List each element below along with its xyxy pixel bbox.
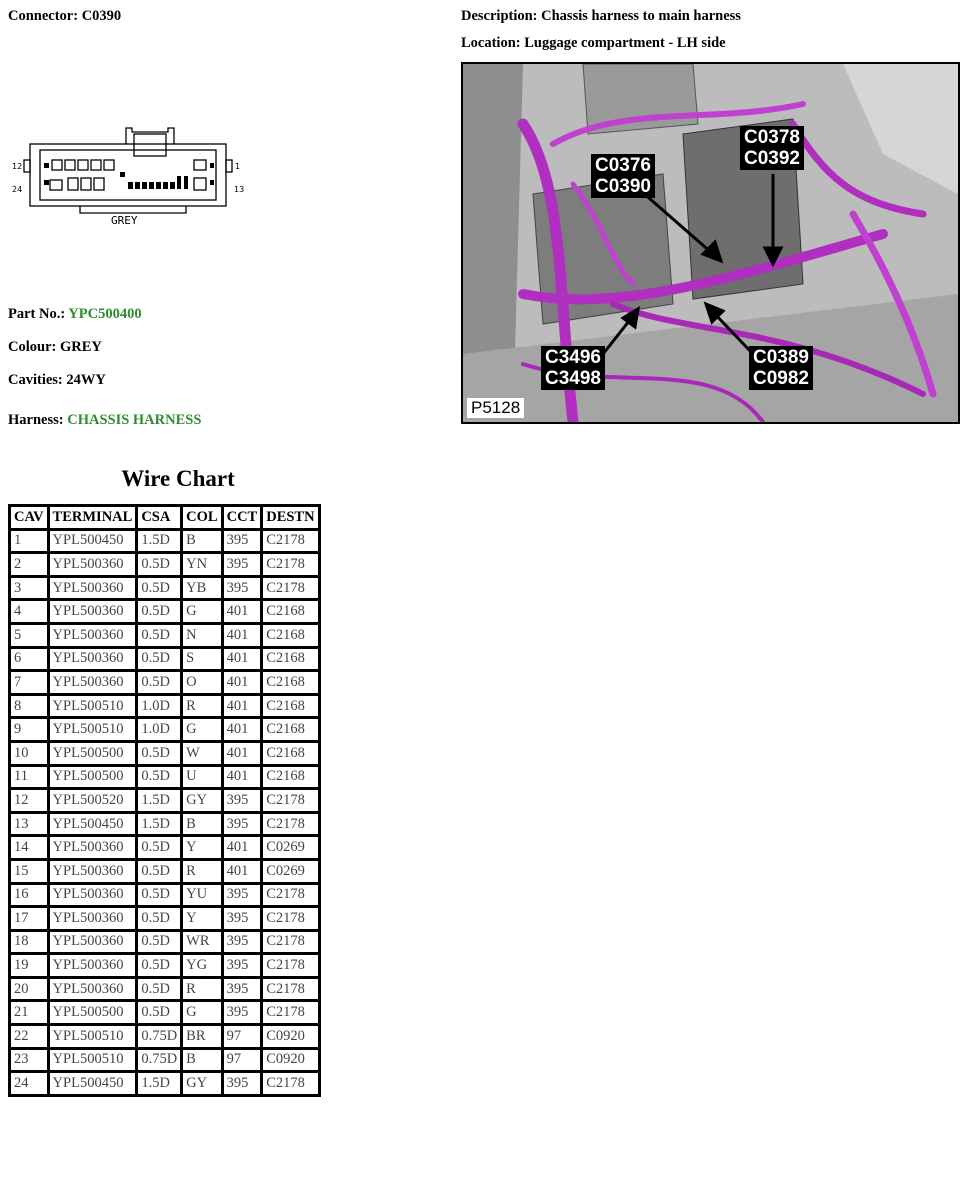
table-row: [10, 647, 320, 671]
header-csa: CSA: [137, 506, 182, 530]
location-key: Location:: [461, 35, 521, 51]
cell-cct: 395: [222, 789, 262, 813]
cell-terminal[interactable]: YPL500360: [48, 883, 137, 907]
connector-label-key: Connector:: [8, 8, 79, 24]
cell-terminal[interactable]: YPL500510: [48, 1048, 137, 1072]
cell-terminal[interactable]: YPL500500: [48, 741, 137, 765]
cell-cct: 395: [222, 907, 262, 931]
cell-destn[interactable]: C2178: [262, 812, 319, 836]
cell-cct: 401: [222, 694, 262, 718]
cell-csa: 0.5D: [137, 671, 182, 695]
cell-cav: 21: [10, 1001, 49, 1025]
cell-destn[interactable]: C2178: [262, 789, 319, 813]
table-row: [10, 741, 320, 765]
header-cct: CCT: [222, 506, 262, 530]
cell-col: GY: [182, 1072, 222, 1096]
connector-face-diagram: [8, 120, 248, 235]
cell-csa: 0.5D: [137, 1001, 182, 1025]
cell-cav: 4: [10, 600, 49, 624]
part-number-key: Part No.:: [8, 306, 66, 322]
cell-col: R: [182, 977, 222, 1001]
table-row: [10, 553, 320, 577]
cell-col: R: [182, 694, 222, 718]
table-row: [10, 623, 320, 647]
cell-terminal[interactable]: YPL500510: [48, 718, 137, 742]
cell-col: U: [182, 765, 222, 789]
cell-cav: 10: [10, 741, 49, 765]
cell-csa: 1.5D: [137, 812, 182, 836]
location-photo: [461, 62, 960, 424]
table-row: [10, 907, 320, 931]
cell-cct: 97: [222, 1025, 262, 1049]
cell-cct: 401: [222, 741, 262, 765]
cell-destn[interactable]: C0269: [262, 859, 319, 883]
colour-value: GREY: [59, 339, 102, 355]
location-label: [461, 35, 726, 52]
harness-key: Harness:: [8, 412, 64, 428]
cell-destn[interactable]: C2178: [262, 576, 319, 600]
cell-destn[interactable]: C2168: [262, 647, 319, 671]
cell-terminal[interactable]: YPL500360: [48, 859, 137, 883]
pin-13-label: 13: [234, 185, 245, 194]
cell-cct: 395: [222, 883, 262, 907]
cell-terminal[interactable]: YPL500360: [48, 836, 137, 860]
cell-destn[interactable]: C0269: [262, 836, 319, 860]
table-row: [10, 1001, 320, 1025]
table-row: [10, 600, 320, 624]
header-col: COL: [182, 506, 222, 530]
table-row: [10, 954, 320, 978]
cell-cct: 401: [222, 623, 262, 647]
cell-cav: 6: [10, 647, 49, 671]
cell-col: B: [182, 1048, 222, 1072]
cell-terminal[interactable]: YPL500520: [48, 789, 137, 813]
cell-col: S: [182, 647, 222, 671]
cell-cct: 401: [222, 671, 262, 695]
callout-text: C0376 C0390: [595, 155, 651, 197]
table-row: [10, 718, 320, 742]
cell-csa: 0.5D: [137, 623, 182, 647]
cell-cav: 18: [10, 930, 49, 954]
cell-destn[interactable]: C2168: [262, 600, 319, 624]
cell-col: B: [182, 529, 222, 553]
callout-text: C3496 C3498: [545, 347, 601, 389]
cell-col: W: [182, 741, 222, 765]
harness-illustration: [463, 64, 958, 422]
harness-link[interactable]: CHASSIS HARNESS: [67, 412, 202, 428]
table-row: [10, 576, 320, 600]
cell-terminal[interactable]: YPL500360: [48, 954, 137, 978]
cell-col: Y: [182, 836, 222, 860]
table-row: [10, 1025, 320, 1049]
cell-terminal[interactable]: YPL500360: [48, 930, 137, 954]
cell-cct: 401: [222, 647, 262, 671]
cell-csa: 0.75D: [137, 1048, 182, 1072]
cell-csa: 0.5D: [137, 930, 182, 954]
cell-terminal[interactable]: YPL500450: [48, 812, 137, 836]
pin-24-label: 24: [12, 185, 23, 194]
cell-csa: 0.5D: [137, 977, 182, 1001]
cell-cav: 23: [10, 1048, 49, 1072]
cell-cct: 401: [222, 765, 262, 789]
cell-destn[interactable]: C2178: [262, 553, 319, 577]
cell-terminal[interactable]: YPL500360: [48, 623, 137, 647]
wire-chart-header-row: [10, 506, 320, 530]
cell-terminal[interactable]: YPL500500: [48, 765, 137, 789]
table-row: [10, 977, 320, 1001]
colour-key: Colour:: [8, 339, 57, 355]
cell-terminal[interactable]: YPL500510: [48, 1025, 137, 1049]
cell-csa: 1.5D: [137, 1072, 182, 1096]
table-row: [10, 812, 320, 836]
cell-terminal[interactable]: YPL500360: [48, 576, 137, 600]
table-row: [10, 671, 320, 695]
cell-cct: 395: [222, 977, 262, 1001]
cell-csa: 0.75D: [137, 1025, 182, 1049]
cell-col: BR: [182, 1025, 222, 1049]
cell-destn[interactable]: C2168: [262, 741, 319, 765]
cell-destn[interactable]: C2178: [262, 954, 319, 978]
cell-col: G: [182, 600, 222, 624]
cell-cct: 97: [222, 1048, 262, 1072]
cell-cav: 11: [10, 765, 49, 789]
cell-cct: 401: [222, 859, 262, 883]
header-cav: CAV: [10, 506, 49, 530]
cell-terminal[interactable]: YPL500450: [48, 529, 137, 553]
cell-destn[interactable]: C2178: [262, 1001, 319, 1025]
cell-destn[interactable]: C0920: [262, 1025, 319, 1049]
callout-c0376-c0390: [591, 154, 655, 198]
cell-terminal[interactable]: YPL500450: [48, 1072, 137, 1096]
callout-text: C0378 C0392: [744, 127, 800, 169]
table-row: [10, 789, 320, 813]
cell-csa: 0.5D: [137, 859, 182, 883]
description-key: Description:: [461, 8, 538, 24]
cell-cav: 24: [10, 1072, 49, 1096]
cell-csa: 0.5D: [137, 647, 182, 671]
cell-cav: 17: [10, 907, 49, 931]
cell-col: N: [182, 623, 222, 647]
table-row: [10, 930, 320, 954]
cell-cct: 395: [222, 1072, 262, 1096]
callout-c3496-c3498: [541, 346, 605, 390]
cell-cav: 12: [10, 789, 49, 813]
cell-destn[interactable]: C2178: [262, 883, 319, 907]
cell-col: YU: [182, 883, 222, 907]
cell-terminal[interactable]: YPL500360: [48, 553, 137, 577]
cell-destn[interactable]: C2168: [262, 694, 319, 718]
cavities-value: 24WY: [66, 372, 106, 388]
cell-cct: 395: [222, 930, 262, 954]
cavities-label: [8, 372, 106, 389]
cell-cav: 2: [10, 553, 49, 577]
cell-destn[interactable]: C2168: [262, 765, 319, 789]
cell-col: WR: [182, 930, 222, 954]
cell-terminal[interactable]: YPL500360: [48, 647, 137, 671]
cell-terminal[interactable]: YPL500360: [48, 907, 137, 931]
cell-cct: 395: [222, 1001, 262, 1025]
colour-label: [8, 339, 102, 356]
cell-col: G: [182, 1001, 222, 1025]
cell-cct: 395: [222, 529, 262, 553]
cell-csa: 1.5D: [137, 789, 182, 813]
wire-chart-table: [8, 504, 321, 1097]
pin-1-label: 1: [235, 162, 241, 171]
cell-destn[interactable]: C2178: [262, 907, 319, 931]
cell-csa: 0.5D: [137, 741, 182, 765]
cell-terminal[interactable]: YPL500500: [48, 1001, 137, 1025]
cell-destn[interactable]: C2168: [262, 671, 319, 695]
table-row: [10, 836, 320, 860]
cell-csa: 0.5D: [137, 600, 182, 624]
part-number-label: [8, 306, 142, 323]
cell-col: YN: [182, 553, 222, 577]
location-value: Luggage compartment - LH side: [524, 35, 726, 51]
photo-reference-id: P5128: [467, 398, 524, 418]
cell-cav: 1: [10, 529, 49, 553]
cell-cct: 395: [222, 553, 262, 577]
cell-cav: 9: [10, 718, 49, 742]
cell-cct: 401: [222, 718, 262, 742]
cell-col: GY: [182, 789, 222, 813]
table-row: [10, 883, 320, 907]
cell-cct: 395: [222, 812, 262, 836]
cell-cav: 20: [10, 977, 49, 1001]
cell-cav: 22: [10, 1025, 49, 1049]
table-row: [10, 694, 320, 718]
cell-cct: 395: [222, 576, 262, 600]
description-label: [461, 8, 741, 25]
table-row: [10, 859, 320, 883]
table-row: [10, 765, 320, 789]
cell-csa: 0.5D: [137, 907, 182, 931]
cell-col: YG: [182, 954, 222, 978]
table-row: [10, 529, 320, 553]
cell-cct: 401: [222, 836, 262, 860]
cell-col: R: [182, 859, 222, 883]
cell-cav: 13: [10, 812, 49, 836]
cell-csa: 0.5D: [137, 553, 182, 577]
cell-csa: 0.5D: [137, 765, 182, 789]
cell-destn[interactable]: C2178: [262, 529, 319, 553]
cell-terminal[interactable]: YPL500360: [48, 977, 137, 1001]
cell-col: B: [182, 812, 222, 836]
cell-col: Y: [182, 907, 222, 931]
cell-csa: 0.5D: [137, 836, 182, 860]
cell-col: G: [182, 718, 222, 742]
cell-cav: 16: [10, 883, 49, 907]
wire-chart-title: Wire Chart: [121, 466, 235, 491]
connector-label: [8, 8, 121, 25]
cell-cav: 5: [10, 623, 49, 647]
cell-terminal[interactable]: YPL500360: [48, 600, 137, 624]
cell-col: O: [182, 671, 222, 695]
cavities-key: Cavities:: [8, 372, 63, 388]
table-row: [10, 1072, 320, 1096]
harness-label: [8, 412, 201, 429]
cell-col: YB: [182, 576, 222, 600]
cell-cav: 14: [10, 836, 49, 860]
cell-cav: 7: [10, 671, 49, 695]
cell-destn[interactable]: C0920: [262, 1048, 319, 1072]
cell-terminal[interactable]: YPL500510: [48, 694, 137, 718]
cell-csa: 0.5D: [137, 954, 182, 978]
cell-destn[interactable]: C2178: [262, 1072, 319, 1096]
wire-chart-body: [10, 529, 320, 1095]
diagram-colour-label: GREY: [111, 214, 138, 227]
cell-csa: 0.5D: [137, 576, 182, 600]
cell-csa: 1.5D: [137, 529, 182, 553]
cell-terminal[interactable]: YPL500360: [48, 671, 137, 695]
connector-id: C0390: [81, 8, 122, 24]
header-destn: DESTN: [262, 506, 319, 530]
cell-destn[interactable]: C2178: [262, 930, 319, 954]
cell-cav: 15: [10, 859, 49, 883]
callout-c0378-c0392: [740, 126, 804, 170]
header-terminal: TERMINAL: [48, 506, 137, 530]
table-row: [10, 1048, 320, 1072]
description-value: Chassis harness to main harness: [541, 8, 741, 24]
cell-cav: 3: [10, 576, 49, 600]
cell-cav: 8: [10, 694, 49, 718]
part-number-link[interactable]: YPC500400: [68, 306, 142, 322]
pin-12-label: 12: [12, 162, 23, 171]
callout-c0389-c0982: [749, 346, 813, 390]
cell-cct: 395: [222, 954, 262, 978]
callout-text: C0389 C0982: [753, 347, 809, 389]
cell-csa: 0.5D: [137, 883, 182, 907]
cell-csa: 1.0D: [137, 694, 182, 718]
cell-destn[interactable]: C2168: [262, 623, 319, 647]
cell-cav: 19: [10, 954, 49, 978]
cell-destn[interactable]: C2178: [262, 977, 319, 1001]
cell-destn[interactable]: C2168: [262, 718, 319, 742]
cell-cct: 401: [222, 600, 262, 624]
cell-csa: 1.0D: [137, 718, 182, 742]
